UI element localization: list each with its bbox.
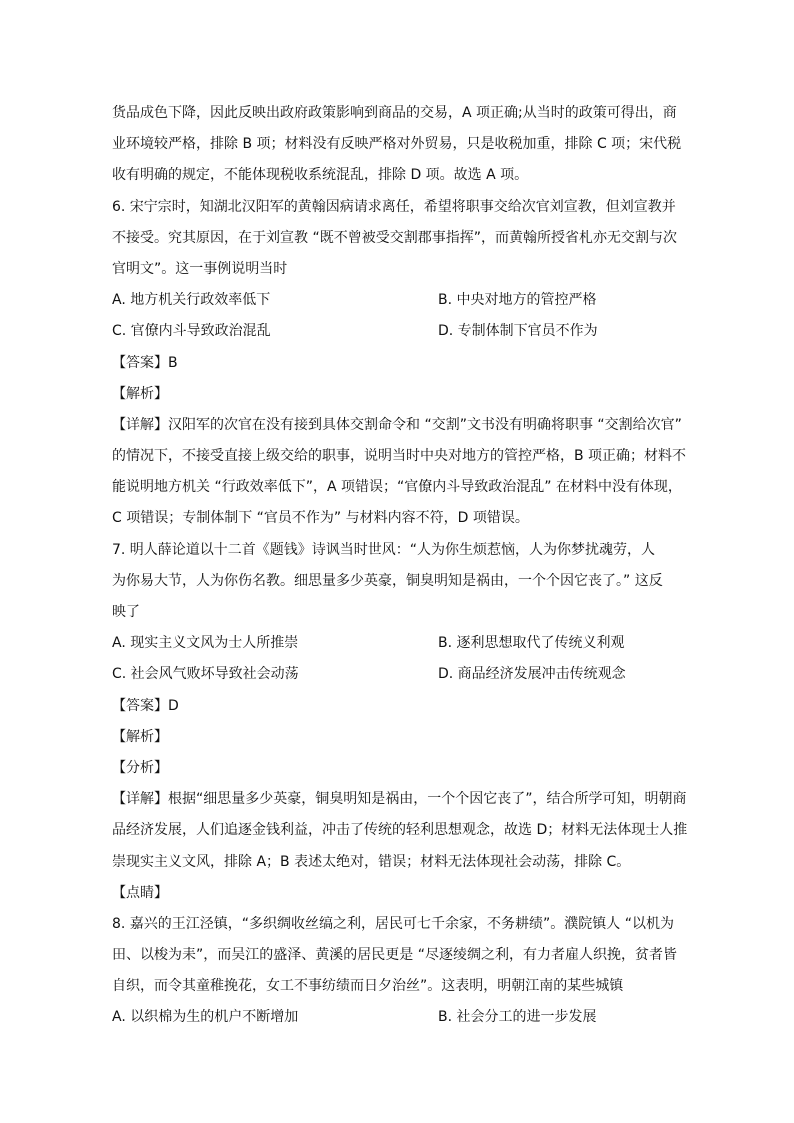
option-row bbox=[112, 285, 687, 316]
analysis-heading: 【解析】 bbox=[112, 385, 168, 402]
option-row bbox=[112, 1002, 687, 1033]
question-stem-line: 田、以梭为耒”，而吴江的盛泽、黄溪的居民更是 “尽逐绫绸之利，有力者雇人织挽，贫者皆 bbox=[112, 947, 677, 964]
question-6 bbox=[112, 192, 687, 535]
option-c: C. 官僚内斗导致政治混乱 bbox=[112, 323, 271, 340]
analysis-heading: 【解析】 bbox=[112, 728, 168, 745]
option-row bbox=[112, 659, 687, 690]
text-line: 【详解】汉阳军的次官在没有接到具体交割命令和 “交割”文书没有明确将职事 “交割给次官” bbox=[112, 416, 682, 433]
analysis-detail bbox=[112, 410, 687, 535]
text-line: 品经济发展，人们追逐金钱利益，冲击了传统的轻利思想观念，故选 D；材料无法体现士人推 bbox=[112, 822, 688, 839]
analysis-note-heading: 【点睛】 bbox=[112, 884, 168, 901]
question-stem-line: 为你易大节，人为你伤名教。细思量多少英豪，铜臭明知是祸由，一个个因它丧了。” 这反 bbox=[112, 572, 663, 589]
option-b: B. 社会分工的进一步发展 bbox=[438, 1009, 597, 1026]
option-b: B. 中央对地方的管控严格 bbox=[438, 292, 597, 309]
previous-analysis-continuation bbox=[112, 98, 687, 192]
text-line: 货品成色下降，因此反映出政府政策影响到商品的交易，A 项正确;从当时的政策可得出，商 bbox=[112, 105, 677, 121]
option-row bbox=[112, 316, 687, 347]
text-line: 业环境较严格，排除 B 项；材料没有反映严格对外贸易，只是收税加重，排除 C 项；宋代税 bbox=[112, 136, 682, 153]
analysis-detail bbox=[112, 784, 687, 878]
text-line: C 项错误；专制体制下 “官员不作为” 与材料内容不符，D 项错误。 bbox=[112, 510, 529, 527]
text-line: 的情况下，不接受直接上级交给的职事，说明当时中央对地方的管控严格，B 项正确；材料不 bbox=[112, 448, 687, 465]
question-stem-line: 映了 bbox=[112, 604, 140, 620]
question-stem-line: 8. 嘉兴的王江泾镇，“多织绸收丝缟之利，居民可七千余家，不务耕绩”。濮院镇人 “以机为 bbox=[112, 915, 675, 932]
question-stem-line: 官明文”。这一事例说明当时 bbox=[112, 260, 288, 277]
option-c: C. 社会风气败坏导致社会动荡 bbox=[112, 666, 299, 683]
answer-label: 【答案】D bbox=[112, 697, 179, 714]
option-a: A. 现实主义文风为士人所推崇 bbox=[112, 635, 299, 652]
question-stem-line: 不接受。究其原因，在于刘宣教 “既不曾被受交割郡事指挥”，而黄翰所授省札亦无交割与次 bbox=[112, 229, 677, 246]
option-row bbox=[112, 628, 687, 659]
question-stem-line: 自织，而令其童稚挽花，女工不事纺绩而日夕治丝”。这表明，明朝江南的某些城镇 bbox=[112, 978, 624, 995]
answer-label: 【答案】B bbox=[112, 354, 178, 371]
option-d: D. 商品经济发展冲击传统观念 bbox=[438, 666, 626, 683]
question-stem-line: 6. 宋宁宗时，知湖北汉阳军的黄翰因病请求离任，希望将职事交给次官刘宣教，但刘宣教并 bbox=[112, 198, 676, 215]
option-d: D. 专制体制下官员不作为 bbox=[438, 323, 598, 340]
question-8 bbox=[112, 909, 687, 1034]
text-line: 崇现实主义文风，排除 A；B 表述太绝对，错误；材料无法体现社会动荡，排除 C。 bbox=[112, 853, 631, 870]
page-content bbox=[112, 98, 687, 1034]
option-a: A. 以织棉为生的机户不断增加 bbox=[112, 1009, 299, 1026]
question-7 bbox=[112, 535, 687, 909]
text-line: 能说明地方机关 “行政效率低下”，A 项错误；“官僚内斗导致政治混乱” 在材料中没有体现， bbox=[112, 479, 682, 496]
question-stem-line: 7. 明人薛论道以十二首《题钱》诗讽当时世风：“人为你生烦惹恼，人为你梦扰魂劳，人 bbox=[112, 541, 656, 558]
option-b: B. 逐利思想取代了传统义利观 bbox=[438, 635, 625, 652]
text-line: 【详解】根据“细思量多少英豪，铜臭明知是祸由，一个个因它丧了”，结合所学可知，明朝商 bbox=[112, 791, 687, 808]
text-line: 收有明确的规定，不能体现税收系统混乱，排除 D 项。故选 A 项。 bbox=[112, 167, 529, 184]
analysis-subheading: 【分析】 bbox=[112, 759, 168, 776]
option-a: A. 地方机关行政效率低下 bbox=[112, 292, 271, 309]
